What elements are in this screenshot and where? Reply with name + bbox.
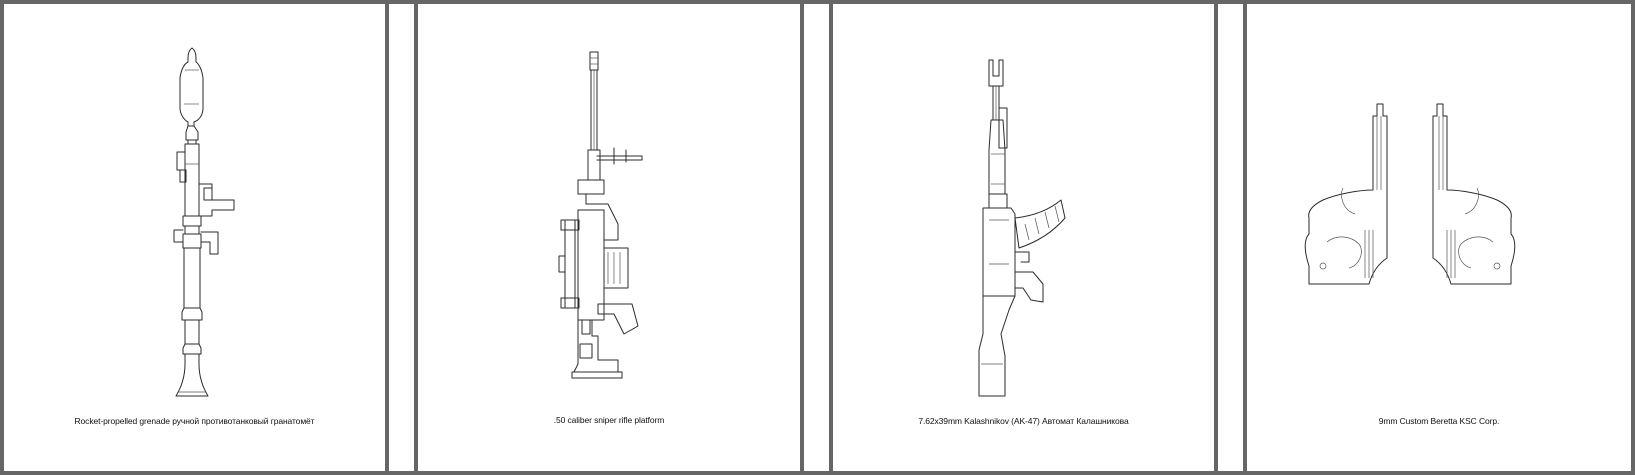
panel-sniper: [418, 4, 800, 471]
panel-caption: 9mm Custom Beretta KSC Corp.: [1378, 416, 1500, 426]
ak47-rifle-illustration: [833, 4, 1214, 471]
panel-caption: Rocket-propelled grenade ручной противотанковый гранатомёт: [74, 416, 315, 426]
panel-ak47: [833, 4, 1214, 471]
panel-divider: [800, 0, 804, 475]
panel-divider: [385, 0, 389, 475]
sniper-rifle-illustration: [418, 4, 800, 471]
panel-divider: [1214, 0, 1218, 475]
panel-rpg: [4, 4, 385, 471]
panel-caption: .50 caliber sniper rifle platform: [553, 415, 665, 425]
panel-caption: 7.62x39mm Kalashnikov (AK-47) Автомат Калашникова: [918, 416, 1129, 426]
rpg-launcher-illustration: [4, 4, 385, 471]
panel-pistols: [1247, 4, 1631, 471]
pistol-pair-illustration: [1247, 4, 1631, 471]
